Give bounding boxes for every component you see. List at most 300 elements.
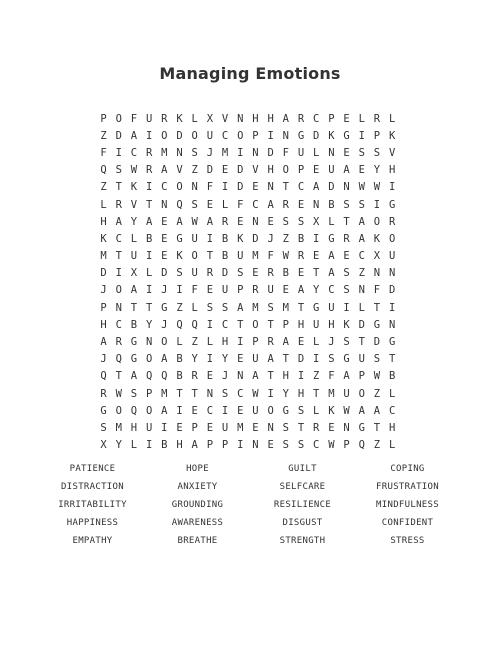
grid-letter: I (176, 404, 183, 417)
grid-letter: O (373, 215, 381, 228)
grid-letter: Y (313, 284, 320, 297)
word-list-item: STRESS (390, 536, 425, 546)
grid-letter: G (297, 129, 305, 142)
grid-letter: F (130, 112, 138, 125)
grid-letter: Q (100, 370, 107, 383)
grid-letter: G (161, 301, 168, 314)
grid-letter: P (252, 336, 259, 349)
letter-grid (96, 110, 406, 454)
grid-letter: G (130, 353, 138, 366)
grid-letter: D (176, 129, 183, 142)
grid-letter: K (237, 232, 244, 245)
word-list-item: GROUNDING (171, 500, 224, 510)
grid-letter: H (130, 421, 138, 434)
grid-letter: U (145, 421, 153, 434)
word-list-item: EMPATHY (72, 536, 113, 546)
grid-letter: E (328, 421, 335, 434)
grid-letter: D (267, 146, 274, 159)
grid-letter: T (358, 336, 365, 349)
grid-letter: R (282, 198, 289, 211)
grid-row (96, 127, 406, 144)
grid-letter: I (388, 301, 396, 314)
grid-row (96, 179, 406, 196)
grid-letter: D (237, 164, 244, 177)
grid-letter: C (328, 284, 335, 297)
grid-letter: B (176, 370, 183, 383)
grid-letter: I (145, 129, 153, 142)
grid-letter: Z (282, 232, 289, 245)
grid-letter: L (130, 232, 138, 245)
grid-letter: E (267, 439, 274, 452)
grid-letter: N (206, 387, 214, 400)
grid-letter: C (252, 198, 259, 211)
grid-letter: G (282, 404, 289, 417)
grid-letter: T (388, 353, 396, 366)
grid-row (96, 299, 406, 316)
grid-letter: W (282, 250, 289, 263)
grid-letter: B (145, 232, 153, 245)
grid-letter: Z (100, 129, 107, 142)
grid-letter: I (358, 129, 365, 142)
grid-letter: O (237, 129, 244, 142)
grid-letter: P (252, 129, 259, 142)
grid-letter: P (100, 301, 107, 314)
grid-letter: I (388, 181, 396, 194)
grid-letter: W (328, 439, 335, 452)
grid-letter: W (191, 215, 198, 228)
grid-letter: T (297, 421, 305, 434)
grid-letter: I (343, 301, 350, 314)
grid-letter: A (373, 404, 381, 417)
grid-letter: D (297, 353, 305, 366)
grid-letter: N (313, 198, 320, 211)
grid-letter: J (100, 284, 107, 297)
grid-letter: W (252, 387, 259, 400)
grid-letter: R (343, 232, 350, 245)
grid-letter: S (343, 198, 350, 211)
grid-letter: N (115, 301, 122, 314)
grid-letter: R (267, 267, 274, 280)
grid-letter: Q (145, 370, 153, 383)
grid-letter: S (297, 439, 305, 452)
grid-letter: A (328, 267, 335, 280)
grid-letter: S (297, 404, 305, 417)
grid-letter: Q (358, 439, 365, 452)
grid-letter: U (328, 164, 335, 177)
grid-letter: C (221, 318, 229, 331)
grid-letter: S (358, 146, 365, 159)
grid-letter: Z (373, 387, 381, 400)
grid-letter: Q (176, 198, 183, 211)
grid-letter: A (130, 370, 138, 383)
grid-letter: O (191, 250, 198, 263)
word-list (40, 460, 460, 550)
grid-letter: W (130, 164, 138, 177)
grid-letter: T (282, 181, 289, 194)
grid-letter: T (373, 421, 381, 434)
grid-letter: K (176, 112, 183, 125)
grid-letter: E (252, 181, 259, 194)
grid-letter: P (237, 284, 244, 297)
grid-letter: C (313, 112, 320, 125)
grid-letter: Z (358, 267, 365, 280)
grid-letter: Z (176, 301, 183, 314)
grid-letter: U (267, 284, 274, 297)
grid-letter: Q (100, 164, 107, 177)
grid-letter: T (115, 181, 122, 194)
grid-letter: S (191, 146, 198, 159)
grid-letter: S (343, 336, 350, 349)
grid-letter: P (221, 439, 229, 452)
grid-letter: A (145, 215, 153, 228)
word-list-item: HOPE (186, 464, 209, 474)
grid-letter: E (206, 198, 214, 211)
grid-letter: K (176, 250, 183, 263)
grid-letter: M (161, 387, 168, 400)
grid-letter: S (373, 353, 381, 366)
grid-letter: T (115, 370, 122, 383)
grid-letter: Q (161, 370, 168, 383)
grid-letter: A (328, 250, 335, 263)
grid-letter: X (373, 250, 381, 263)
grid-letter: N (252, 146, 259, 159)
grid-letter: W (373, 370, 381, 383)
grid-letter: S (282, 439, 289, 452)
grid-letter: G (100, 404, 107, 417)
grid-letter: N (145, 336, 153, 349)
grid-letter: Z (373, 439, 381, 452)
grid-letter: F (191, 284, 198, 297)
grid-letter: L (313, 336, 320, 349)
grid-letter: M (100, 250, 107, 263)
grid-letter: Q (130, 404, 138, 417)
grid-letter: W (358, 181, 365, 194)
grid-letter: D (328, 181, 335, 194)
grid-letter: B (388, 370, 396, 383)
grid-row (96, 385, 406, 402)
grid-letter: E (237, 215, 244, 228)
grid-letter: Q (191, 318, 198, 331)
page-title: Managing Emotions (159, 64, 341, 83)
grid-letter: B (221, 232, 229, 245)
grid-letter: G (373, 318, 381, 331)
grid-letter: U (237, 250, 244, 263)
grid-letter: P (358, 370, 365, 383)
word-list-item: DISGUST (282, 518, 323, 528)
grid-letter: I (297, 370, 305, 383)
word-list-item: COPING (390, 464, 425, 474)
grid-letter: E (252, 421, 259, 434)
grid-letter: V (252, 164, 259, 177)
grid-letter: G (328, 232, 335, 245)
grid-letter: R (206, 267, 214, 280)
grid-letter: T (145, 198, 153, 211)
grid-letter: M (115, 421, 122, 434)
grid-letter: U (343, 387, 350, 400)
grid-letter: A (267, 198, 274, 211)
grid-letter: T (130, 301, 138, 314)
grid-letter: O (388, 232, 396, 245)
grid-letter: I (115, 267, 122, 280)
grid-letter: E (161, 215, 168, 228)
grid-letter: L (313, 146, 320, 159)
grid-letter: O (267, 404, 274, 417)
grid-letter: I (145, 284, 153, 297)
grid-letter: I (237, 146, 244, 159)
grid-letter: A (282, 112, 289, 125)
grid-letter: N (328, 146, 335, 159)
grid-letter: L (145, 267, 153, 280)
grid-letter: A (297, 284, 305, 297)
grid-letter: H (267, 164, 274, 177)
grid-letter: N (358, 284, 365, 297)
grid-letter: O (191, 129, 198, 142)
grid-letter: N (191, 181, 198, 194)
grid-letter: D (115, 129, 122, 142)
grid-letter: Z (100, 181, 107, 194)
grid-letter: R (221, 215, 229, 228)
grid-letter: L (328, 215, 335, 228)
grid-letter: L (191, 112, 198, 125)
grid-letter: P (206, 439, 214, 452)
grid-letter: E (237, 353, 244, 366)
grid-letter: N (388, 318, 396, 331)
grid-letter: L (388, 439, 396, 452)
grid-letter: N (176, 146, 183, 159)
grid-letter: K (328, 404, 335, 417)
grid-letter: Z (191, 164, 198, 177)
grid-letter: C (115, 318, 122, 331)
grid-letter: L (130, 439, 138, 452)
grid-letter: D (313, 129, 320, 142)
grid-letter: O (282, 164, 289, 177)
grid-letter: R (145, 164, 153, 177)
grid-letter: E (282, 284, 289, 297)
grid-letter: S (328, 353, 335, 366)
word-list-row (40, 496, 460, 514)
grid-letter: N (267, 421, 274, 434)
grid-row (96, 248, 406, 265)
grid-letter: S (130, 387, 138, 400)
grid-letter: N (373, 267, 381, 280)
grid-letter: A (313, 181, 320, 194)
grid-letter: R (388, 215, 396, 228)
grid-letter: L (358, 301, 365, 314)
word-list-item: GUILT (288, 464, 317, 474)
grid-letter: C (237, 387, 244, 400)
grid-letter: Y (115, 439, 122, 452)
grid-letter: H (252, 112, 259, 125)
word-list-item: HAPPINESS (66, 518, 119, 528)
grid-letter: L (206, 336, 214, 349)
grid-letter: C (221, 129, 229, 142)
grid-letter: A (191, 439, 198, 452)
grid-letter: I (267, 129, 274, 142)
grid-letter: E (206, 370, 214, 383)
grid-letter: I (313, 232, 320, 245)
grid-letter: S (221, 387, 229, 400)
word-list-item: STRENGTH (279, 536, 326, 546)
grid-letter: A (358, 404, 365, 417)
grid-letter: E (313, 250, 320, 263)
grid-row (96, 368, 406, 385)
grid-letter: O (145, 404, 153, 417)
grid-letter: P (282, 318, 289, 331)
grid-letter: E (206, 421, 214, 434)
grid-letter: E (343, 112, 350, 125)
grid-letter: H (388, 164, 396, 177)
grid-letter: P (191, 421, 198, 434)
grid-letter: I (161, 421, 168, 434)
grid-letter: X (130, 267, 138, 280)
grid-letter: U (191, 267, 198, 280)
grid-letter: I (267, 387, 274, 400)
grid-letter: B (297, 232, 305, 245)
grid-letter: I (237, 439, 244, 452)
grid-letter: E (267, 215, 274, 228)
grid-letter: X (100, 439, 107, 452)
grid-row (96, 144, 406, 161)
grid-letter: U (388, 250, 396, 263)
grid-letter: T (313, 267, 320, 280)
grid-letter: O (145, 353, 153, 366)
grid-letter: B (328, 198, 335, 211)
grid-letter: B (176, 353, 183, 366)
grid-letter: S (282, 421, 289, 434)
grid-letter: W (115, 387, 122, 400)
grid-letter: X (313, 215, 320, 228)
grid-letter: D (206, 164, 214, 177)
grid-letter: E (161, 250, 168, 263)
grid-letter: B (161, 439, 168, 452)
grid-letter: A (343, 164, 350, 177)
grid-letter: V (130, 198, 138, 211)
grid-letter: F (206, 181, 214, 194)
grid-letter: B (130, 318, 138, 331)
grid-letter: N (252, 439, 259, 452)
grid-letter: L (388, 387, 396, 400)
grid-letter: C (115, 232, 122, 245)
grid-letter: J (100, 353, 107, 366)
grid-letter: E (252, 267, 259, 280)
grid-letter: G (176, 232, 183, 245)
grid-letter: G (388, 198, 396, 211)
grid-letter: I (145, 439, 153, 452)
grid-letter: O (252, 318, 259, 331)
grid-letter: E (297, 267, 305, 280)
grid-letter: J (267, 232, 274, 245)
grid-letter: R (267, 336, 274, 349)
grid-letter: U (206, 129, 214, 142)
grid-letter: Q (115, 353, 122, 366)
grid-letter: E (313, 164, 320, 177)
grid-letter: Q (176, 318, 183, 331)
grid-letter: S (297, 215, 305, 228)
grid-letter: H (100, 318, 107, 331)
grid-letter: L (358, 112, 365, 125)
grid-letter: T (115, 250, 122, 263)
grid-letter: F (100, 146, 107, 159)
grid-letter: V (176, 164, 183, 177)
grid-letter: A (252, 370, 259, 383)
grid-letter: M (221, 146, 229, 159)
grid-letter: G (313, 301, 320, 314)
grid-letter: E (343, 250, 350, 263)
grid-letter: G (343, 353, 350, 366)
grid-letter: C (358, 250, 365, 263)
word-list-item: DISTRACTION (61, 482, 124, 492)
grid-letter: T (343, 215, 350, 228)
grid-letter: H (282, 370, 289, 383)
grid-letter: D (100, 267, 107, 280)
grid-letter: A (237, 301, 244, 314)
grid-letter: S (100, 421, 107, 434)
grid-letter: O (115, 112, 122, 125)
grid-letter: H (267, 112, 274, 125)
grid-letter: P (100, 112, 107, 125)
grid-letter: N (388, 267, 396, 280)
grid-letter: U (221, 421, 229, 434)
grid-letter: M (237, 421, 244, 434)
grid-letter: E (358, 164, 365, 177)
grid-letter: F (328, 370, 335, 383)
grid-letter: C (313, 439, 320, 452)
grid-row (96, 351, 406, 368)
grid-letter: K (388, 129, 396, 142)
word-list-item: RESILIENCE (273, 500, 332, 510)
word-list-item: FRUSTRATION (376, 482, 439, 492)
grid-letter: R (100, 387, 107, 400)
grid-letter: N (161, 198, 168, 211)
grid-letter: R (115, 336, 122, 349)
grid-row (96, 437, 406, 454)
grid-letter: R (313, 421, 320, 434)
grid-letter: L (191, 301, 198, 314)
grid-letter: O (176, 181, 183, 194)
grid-letter: A (130, 129, 138, 142)
grid-letter: K (373, 232, 381, 245)
grid-letter: T (267, 370, 274, 383)
grid-letter: T (267, 318, 274, 331)
grid-letter: I (176, 284, 183, 297)
grid-letter: F (267, 250, 274, 263)
grid-letter: T (313, 387, 320, 400)
grid-letter: M (328, 387, 335, 400)
word-list-item: CONFIDENT (381, 518, 434, 528)
grid-letter: X (206, 112, 214, 125)
grid-letter: S (358, 198, 365, 211)
grid-letter: M (282, 301, 289, 314)
grid-letter: O (161, 336, 168, 349)
grid-letter: Z (191, 336, 198, 349)
grid-letter: D (237, 181, 244, 194)
grid-letter: P (343, 439, 350, 452)
grid-letter: O (115, 284, 122, 297)
grid-letter: G (358, 421, 365, 434)
grid-letter: I (313, 353, 320, 366)
grid-letter: P (328, 112, 335, 125)
grid-letter: U (252, 353, 259, 366)
grid-letter: T (191, 387, 198, 400)
grid-letter: J (328, 336, 335, 349)
grid-letter: D (358, 318, 365, 331)
grid-letter: R (297, 112, 305, 125)
grid-letter: Y (373, 164, 381, 177)
grid-letter: H (221, 336, 229, 349)
grid-letter: E (343, 146, 350, 159)
grid-letter: Z (313, 370, 320, 383)
grid-letter: W (343, 404, 350, 417)
